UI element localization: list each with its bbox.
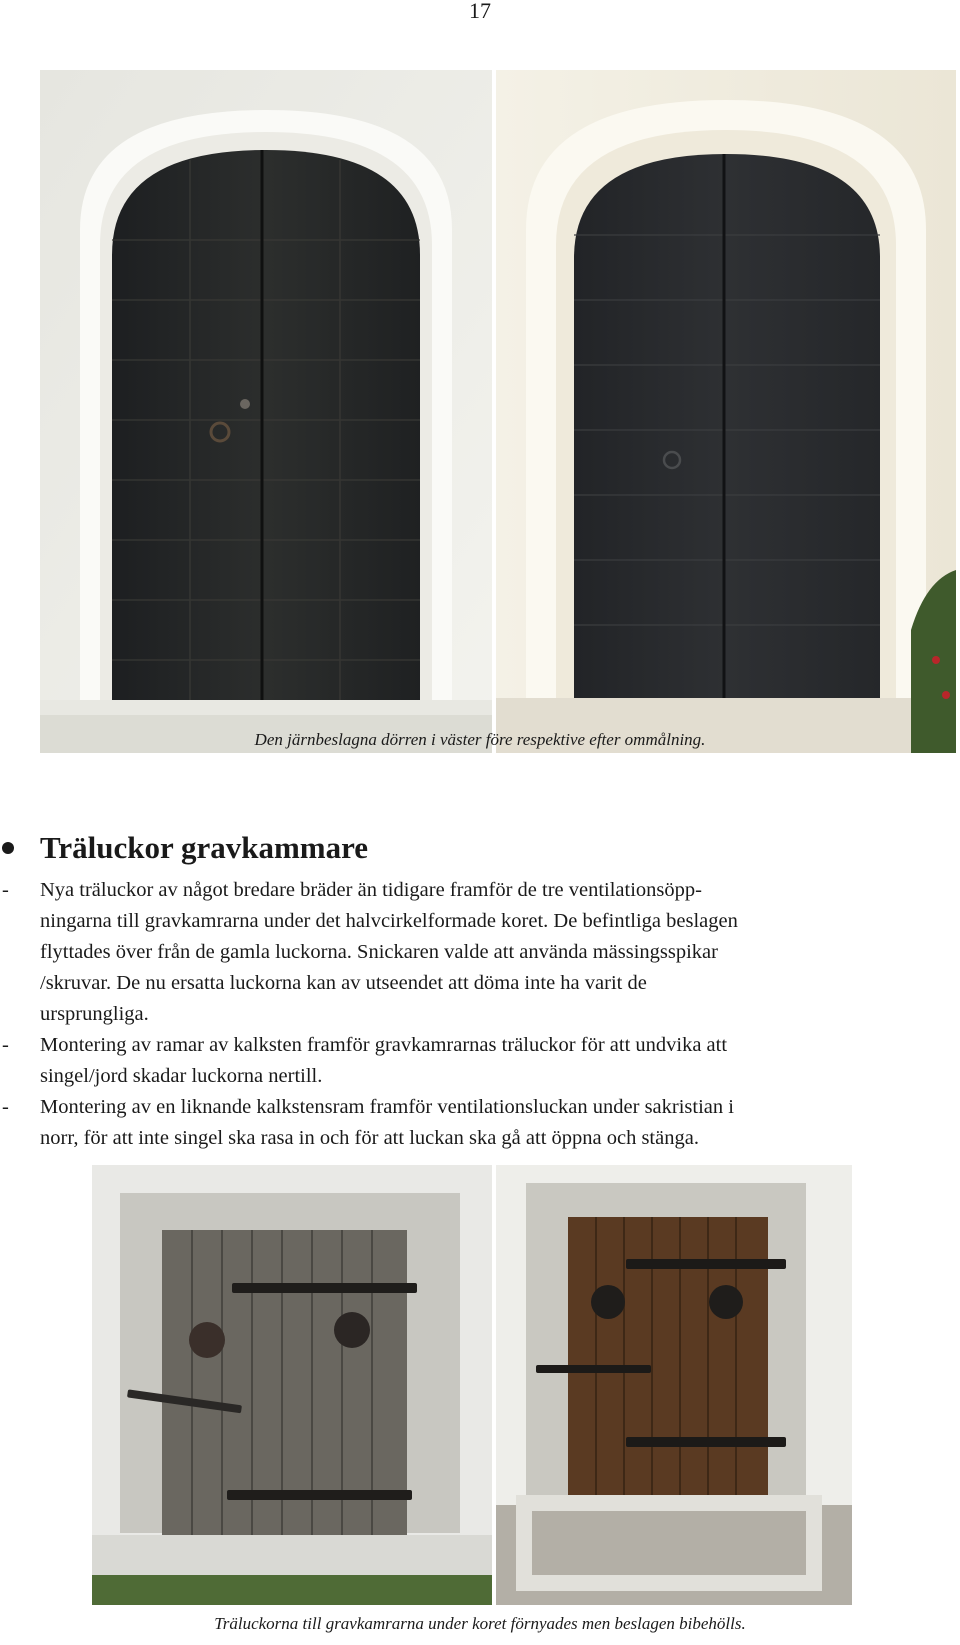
text-line: ursprungliga. [40,1003,149,1025]
door-before-illustration [40,70,492,753]
door-after-illustration [496,70,956,753]
list-item [0,875,960,1030]
list-item [0,1030,960,1092]
photo-hatch-old [92,1165,492,1605]
page-number: 17 [469,0,491,23]
list-item-marker: - [2,1096,9,1118]
text-line: /skruvar. De nu ersatta luckorna kan av utseendet att döma inte ha varit de [40,972,647,994]
section-heading [0,828,960,868]
photo-hatch-new [496,1165,852,1605]
text-line: flyttades över från de gamla luckorna. Snickaren valde att använda mässingsspikar [40,941,718,963]
bullet-icon [2,842,14,854]
photo-door-after [496,70,956,753]
text-line: Nya träluckor av något bredare bräder än tidigare framför de tre ventilationsöpp- [40,879,702,901]
hatch-new-illustration [496,1165,852,1605]
text-line: singel/jord skadar luckorna nertill. [40,1065,323,1087]
list-item-marker: - [2,1034,9,1056]
text-line: norr, för att inte singel ska rasa in och för att luckan ska gå att öppna och stänga. [40,1127,699,1149]
list-item-marker: - [2,879,9,901]
figure-bottom-caption: Träluckorna till gravkamrarna under koret förnyades men beslagen bibehölls. [214,1614,746,1633]
section-title: Träluckor gravkammare [40,830,369,865]
text-line: Montering av ramar av kalksten framför gravkamrarnas träluckor för att undvika att [40,1034,728,1056]
figure-top-caption: Den järnbeslagna dörren i väster före respektive efter ommålning. [254,730,706,749]
text-line: Montering av en liknande kalkstensram framför ventilationsluckan under sakristian i [40,1096,734,1118]
hatch-old-illustration [92,1165,492,1605]
text-line: ningarna till gravkamrarna under det halvcirkelformade koret. De befintliga beslagen [40,910,738,932]
list-item [0,1092,960,1154]
photo-door-before [40,70,492,753]
